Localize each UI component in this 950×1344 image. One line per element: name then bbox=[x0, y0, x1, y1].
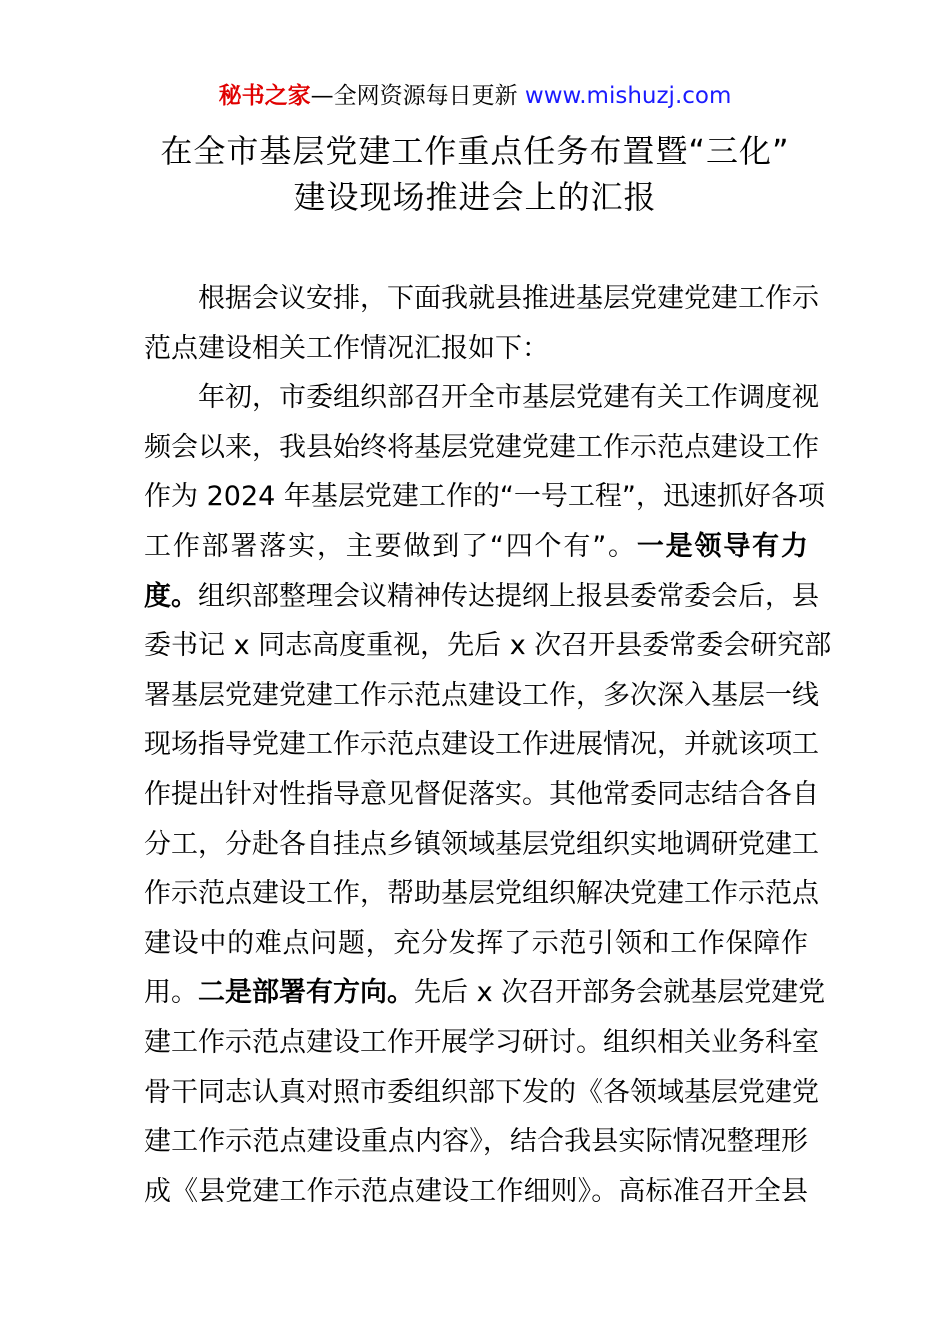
bold-heading-deployment: 二是部署有方向。 bbox=[198, 977, 414, 1009]
text-run: 用。 bbox=[144, 977, 198, 1009]
paragraph-2-line-13 bbox=[144, 968, 826, 1018]
title-line-2: 建设现场推进会上的汇报 bbox=[293, 178, 657, 216]
paragraph-2-line-10: 分工，分赴各自挂点乡镇领域基层党组织实地调研党建工 bbox=[144, 828, 819, 860]
paragraph-2-line-11: 作示范点建设工作，帮助基层党组织解决党建工作示范点 bbox=[144, 878, 819, 910]
site-header bbox=[0, 80, 950, 112]
paragraph-2-line-12: 建设中的难点问题，充分发挥了示范引领和工作保障作 bbox=[144, 927, 808, 959]
document-title bbox=[80, 128, 870, 220]
text-run: 组织部整理会议精神传达提纲上报县委常委会后，县 bbox=[198, 580, 819, 612]
paragraph-2-line-1: 年初，市委组织部召开全市基层党建有关工作调度视 bbox=[198, 382, 819, 414]
paragraph-2-line-9: 作提出针对性指导意见督促落实。其他常委同志结合各自 bbox=[144, 778, 819, 810]
site-url-link[interactable]: www.mishuzj.com bbox=[524, 83, 732, 109]
title-line-1: 在全市基层党建工作重点任务布置暨“三化” bbox=[160, 132, 790, 170]
paragraph-2-line-6: 委书记 x 同志高度重视，先后 x 次召开县委常委会研究部 bbox=[144, 630, 832, 662]
paragraph-2-line-3: 作为 2024 年基层党建工作的“一号工程”，迅速抓好各项 bbox=[144, 481, 825, 513]
site-name: 秘书之家 bbox=[218, 83, 311, 109]
bold-heading-leadership: 一是领导有力 bbox=[636, 530, 808, 562]
paragraph-2-line-2: 频会以来，我县始终将基层党建党建工作示范点建设工作 bbox=[144, 431, 819, 463]
paragraph-2-line-16: 建工作示范点建设重点内容》，结合我县实际情况整理形 bbox=[144, 1126, 808, 1158]
paragraph-2-line-7: 署基层党建党建工作示范点建设工作，多次深入基层一线 bbox=[144, 679, 819, 711]
paragraph-2-line-4 bbox=[144, 522, 808, 572]
paragraph-2-line-17: 成《县党建工作示范点建设工作细则》。高标准召开全县 bbox=[144, 1175, 808, 1207]
document-body bbox=[144, 274, 832, 1216]
site-tagline: —全网资源每日更新 bbox=[310, 83, 525, 109]
paragraph-1-line-1: 根据会议安排，下面我就县推进基层党建党建工作示 bbox=[198, 283, 819, 314]
bold-heading-leadership-end: 度。 bbox=[144, 580, 198, 612]
text-run: 工作部署落实，主要做到了“四个有”。 bbox=[144, 530, 637, 562]
paragraph-2-line-14: 建工作示范点建设工作开展学习研讨。组织相关业务科室 bbox=[144, 1026, 819, 1058]
paragraph-2-line-5 bbox=[144, 572, 819, 622]
paragraph-2-line-15: 骨干同志认真对照市委组织部下发的《各领域基层党建党 bbox=[144, 1076, 819, 1108]
text-run: 先后 x 次召开部务会就基层党建党 bbox=[414, 977, 826, 1009]
paragraph-1-line-2: 范点建设相关工作情况汇报如下： bbox=[144, 332, 549, 364]
paragraph-2-line-8: 现场指导党建工作示范点建设工作进展情况，并就该项工 bbox=[144, 729, 819, 761]
